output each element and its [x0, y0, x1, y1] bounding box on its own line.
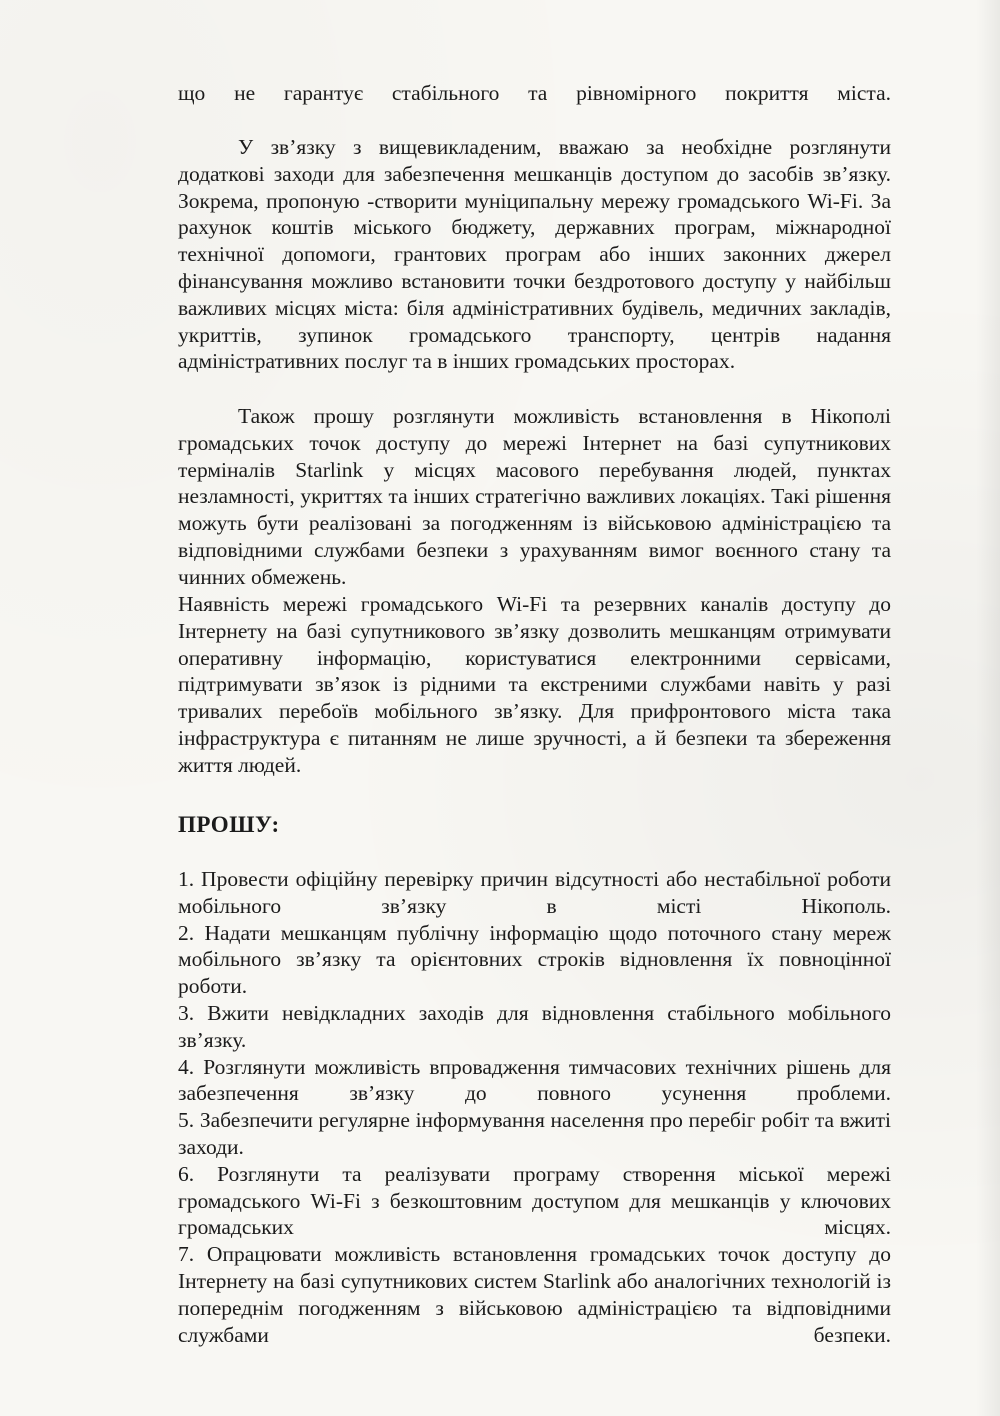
request-list	[178, 866, 891, 1348]
request-item-2: 2. Надати мешканцям публічну інформацію щодо поточного стану мереж мобільного зв’язку та орієнтовних строків відновлення їх повноцінної роботи.	[178, 920, 891, 999]
scan-edge-shadow	[976, 0, 1000, 1416]
request-item-6: 6. Розглянути та реалізувати програму створення міської мережі громадського Wi-Fi з безкоштовним доступом для мешканців у ключових громадських місцях.	[178, 1161, 891, 1240]
paragraph-3-block	[178, 591, 891, 779]
request-item-3: 3. Вжити невідкладних заходів для відновлення стабільного мобільного зв’язку.	[178, 1000, 891, 1052]
top-line: що не гарантує стабільного та рівномірного покриття міста.	[178, 81, 891, 105]
request-item-1: 1. Провести офіційну перевірку причин відсутності або нестабільної роботи мобільного зв’язку в місті Нікополь.	[178, 867, 891, 918]
request-item-4: 4. Розглянути можливість впровадження тимчасових технічних рішень для забезпечення зв’язку до повного усунення проблеми.	[178, 1054, 891, 1106]
request-item-5: 5. Забезпечити регулярне інформування населення про перебіг робіт та вжиті заходи.	[178, 1108, 891, 1159]
paragraph-1-block	[178, 134, 891, 375]
paragraph-1: У зв’язку з вищевикладеним, вважаю за необхідне розглянути додаткові заходи для забезпечення мешканців доступом до засобів зв’язку. Зокрема, пропоную -створити муніципальну мережу громадського Wi-Fi. За рахунок коштів міського бюджету, державних програм, міжнародної технічної допомоги, грантових програм або інших законних джерел фінансування можливо встановити точки бездротового доступу у найбільш важливих місцях міста: біля адміністративних будівель, медичних закладів, укриттів, зупинок громадського транспорту, центрів надання адміністративних послуг та в інших громадських просторах.	[178, 135, 891, 374]
request-item-7: 7. Опрацювати можливість встановлення громадських точок доступу до Інтернету на базі супутникових систем Starlink або аналогічних технологій із попереднім погодженням з військовою адміністрацією та відповідними службами безпеки.	[178, 1242, 891, 1347]
paragraph-2: Також прошу розглянути можливість встановлення в Нікополі громадських точок доступу до мережі Інтернет на базі супутникових терміналів Starlink у місцях масового перебування людей, пунктах незламності, укриттях та інших стратегічно важливих локаціях. Такі рішення можуть бути реалізовані за погодженням із військовою адміністрацією та відповідними службами безпеки з урахуванням вимог воєнного стану та чинних обмежень.	[178, 404, 891, 589]
paragraph-3: Наявність мережі громадського Wi-Fi та резервних каналів доступу до Інтернету на базі супутникового зв’язку дозволить мешканцям отримувати оперативну інформацію, користуватися електронними сервісами, підтримувати зв’язок із рідними та екстреними службами навіть у разі тривалих перебоїв мобільного зв’язку. Для прифронтового міста така інфраструктура є питанням не лише зручності, а й безпеки та збереження життя людей.	[178, 592, 891, 777]
top-line-block	[178, 80, 891, 107]
paragraph-2-block	[178, 403, 891, 591]
request-heading: ПРОШУ:	[178, 812, 280, 837]
